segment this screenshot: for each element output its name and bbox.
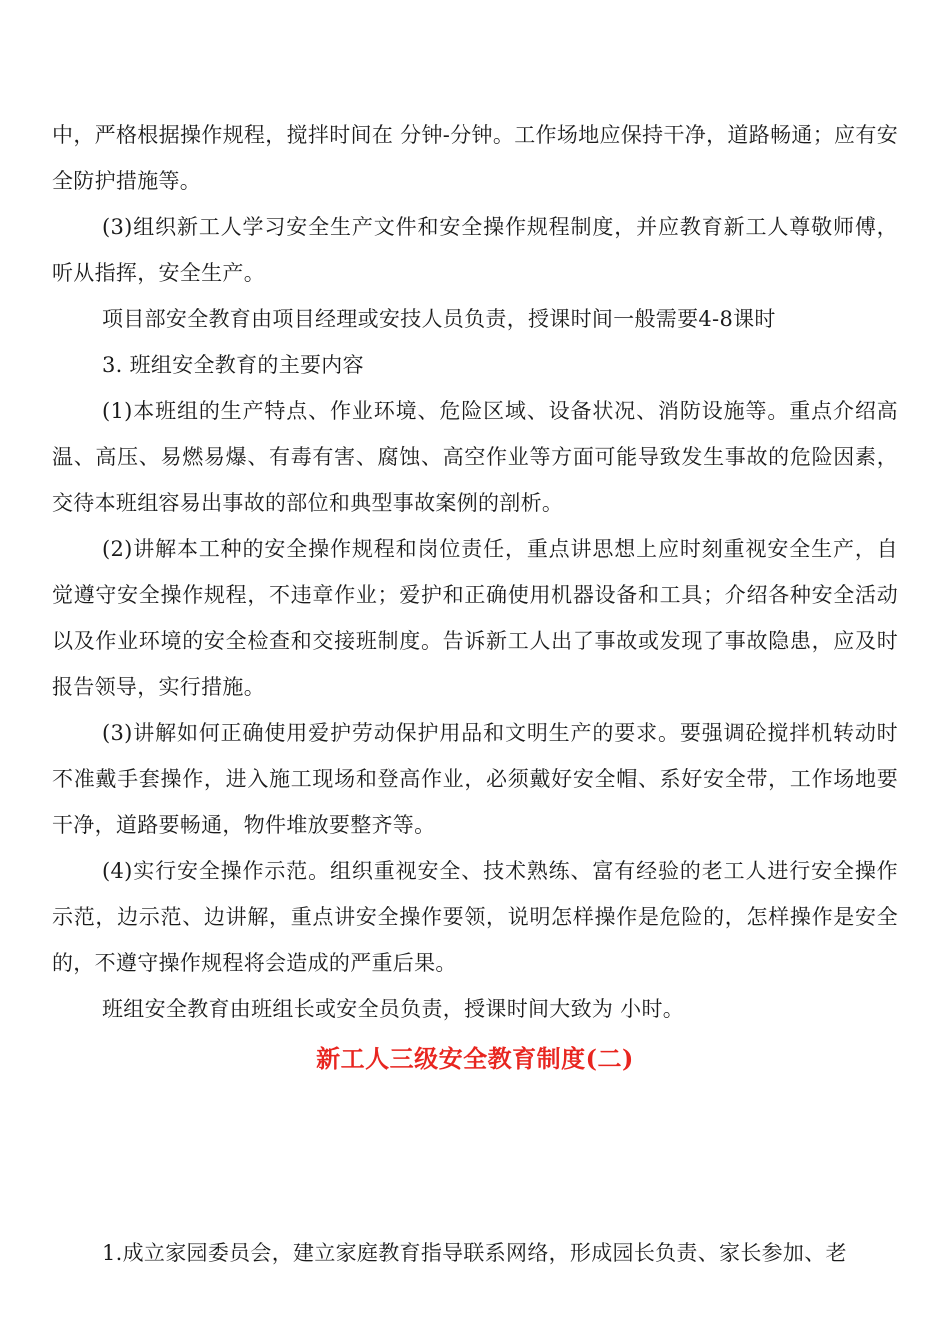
paragraph-continuation: 中，严格根据操作规程，搅拌时间在 分钟-分钟。工作场地应保持干净，道路畅通；应有安全防护措施等。: [52, 123, 898, 193]
paragraph-team-item-3: (3)讲解如何正确使用爱护劳动保护用品和文明生产的要求。要强调砼搅拌机转动时不准戴手套操作，进入施工现场和登高作业，必须戴好安全帽、系好安全带，工作场地要干净，道路要畅通，物件堆放要整齐等。: [52, 721, 898, 837]
paragraph-committee: 1.成立家园委员会，建立家庭教育指导联系网络，形成园长负责、家长参加、老: [102, 1241, 847, 1265]
paragraph-team-item-2: (2)讲解本工种的安全操作规程和岗位责任，重点讲思想上应时刻重视安全生产，自觉遵守安全操作规程，不违章作业；爱护和正确使用机器设备和工具；介绍各种安全活动以及作业环境的安全检查和交接班制度。告诉新工人出了事故或发现了事故隐患，应及时报告领导，实行措施。: [52, 537, 898, 699]
paragraph-team-education-note: 班组安全教育由班组长或安全员负责，授课时间大致为 小时。: [102, 997, 685, 1021]
paragraph-team-item-4: (4)实行安全操作示范。组织重视安全、技术熟练、富有经验的老工人进行安全操作示范，边示范、边讲解，重点讲安全操作要领，说明怎样操作是危险的，怎样操作是安全的，不遵守操作规程将会造成的严重后果。: [52, 859, 898, 975]
paragraph-team-item-1: (1)本班组的生产特点、作业环境、危险区域、设备状况、消防设施等。重点介绍高温、高压、易燃易爆、有毒有害、腐蚀、高空作业等方面可能导致发生事故的危险因素，交待本班组容易出事故的部位和典型事故案例的剖析。: [52, 399, 898, 515]
paragraph-item-3-organize: (3)组织新工人学习安全生产文件和安全操作规程制度，并应教育新工人尊敬师傅，听从指挥，安全生产。: [52, 215, 898, 285]
section-title: 新工人三级安全教育制度(二): [316, 1044, 634, 1073]
section-heading-team-education: 3. 班组安全教育的主要内容: [102, 353, 364, 377]
paragraph-project-education-note: 项目部安全教育由项目经理或安技人员负责，授课时间一般需要4-8课时: [102, 307, 776, 331]
